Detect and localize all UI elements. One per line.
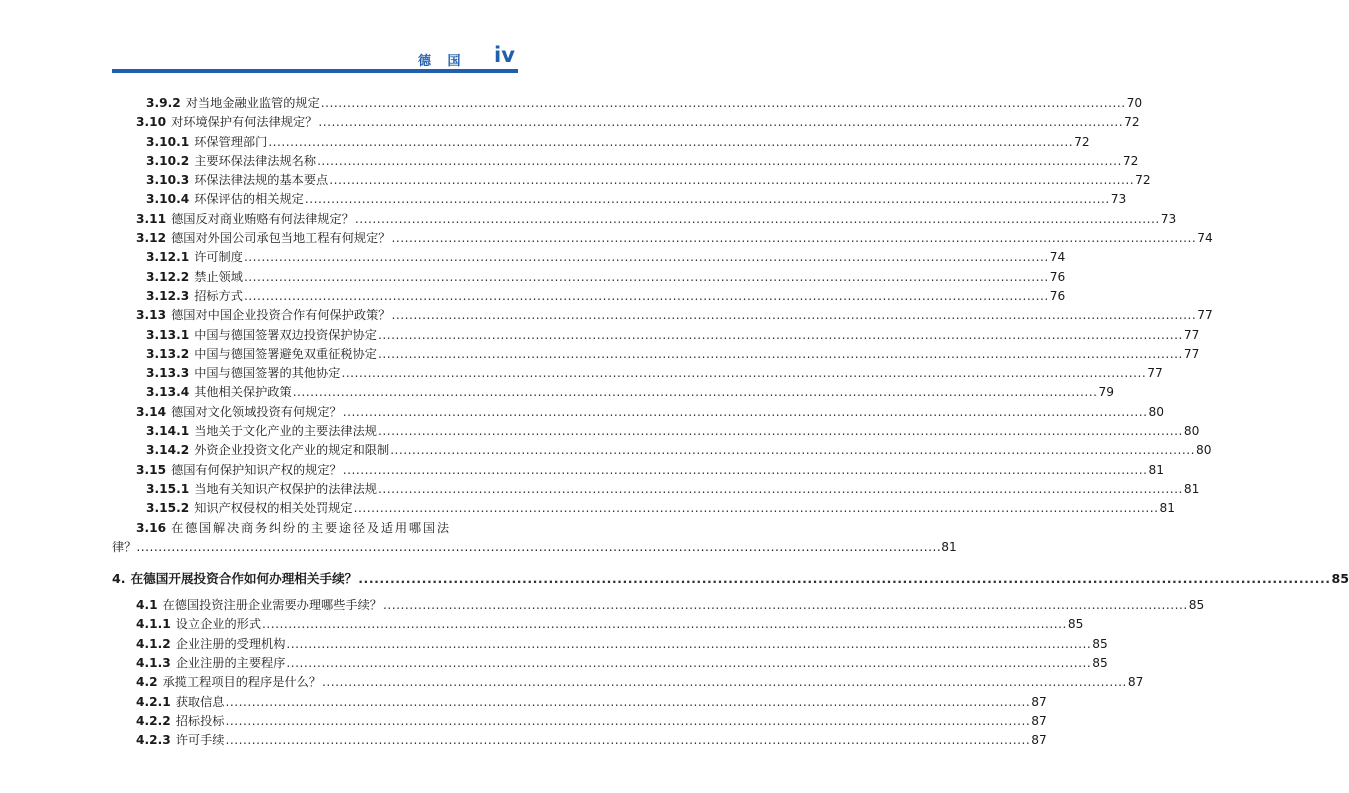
toc-entry[interactable] xyxy=(112,615,1084,634)
toc-entry[interactable] xyxy=(112,596,1205,615)
toc-entry[interactable] xyxy=(112,654,1108,673)
toc-section-4 xyxy=(112,596,1205,750)
toc-entry-title: 外资企业投资文化产业的规定和限制 xyxy=(194,443,390,458)
toc-entry-page: 72 xyxy=(1122,153,1139,168)
toc-entry-number: 4.2 xyxy=(136,675,158,690)
toc-entry[interactable] xyxy=(112,422,1200,441)
toc-entry-page: 72 xyxy=(1074,134,1090,149)
toc-entry[interactable] xyxy=(112,731,1047,750)
toc-entry-title: 中国与德国签署避免双重征税协定 xyxy=(194,346,377,361)
toc-entry[interactable] xyxy=(112,248,1066,267)
toc-entry-title: 企业注册的受理机构 xyxy=(175,636,286,651)
toc-leader xyxy=(329,173,1134,187)
toc-entry-page: 76 xyxy=(1049,269,1066,284)
toc-leader xyxy=(390,443,1195,457)
toc-entry[interactable] xyxy=(112,171,1151,190)
toc-entry[interactable] xyxy=(112,673,1144,692)
toc-entry-number: 4.2.3 xyxy=(136,733,171,748)
toc-entry[interactable] xyxy=(112,287,1066,306)
toc-leader xyxy=(341,366,1146,380)
toc-entry-page: 87 xyxy=(1031,713,1047,728)
toc-entry-page: 80 xyxy=(1183,424,1200,439)
toc-entry-page: 81 xyxy=(1148,462,1165,477)
toc-entry-title: 招标投标 xyxy=(175,713,225,728)
toc-entry-title: 环保管理部门 xyxy=(194,134,268,149)
toc-entry-title: 德国对文化领域投资有何规定？ xyxy=(171,404,342,419)
toc-leader xyxy=(244,250,1049,264)
toc-leader xyxy=(318,115,1123,129)
toc-entry-title: 在德国投资注册企业需要办理哪些手续？ xyxy=(162,598,382,613)
toc-chapter-page: 85 xyxy=(1331,571,1349,587)
toc-entry-page: 87 xyxy=(1127,675,1144,690)
toc-entry-number: 3.10.4 xyxy=(146,192,190,207)
toc-entry-page: 85 xyxy=(1092,636,1108,651)
toc-entry-number: 3.15.2 xyxy=(146,501,190,516)
toc-entry-number: 3.13.3 xyxy=(146,366,190,381)
toc-leader xyxy=(322,675,1127,689)
toc-entry[interactable] xyxy=(112,383,1115,402)
toc-leader xyxy=(225,695,1030,709)
toc-entry-number: 4.1.3 xyxy=(136,656,171,671)
toc-leader xyxy=(268,135,1073,149)
page-number: iv xyxy=(494,43,515,67)
toc-entry[interactable] xyxy=(112,345,1200,364)
toc-entry-number: 3.16 xyxy=(136,520,167,535)
toc-section-3 xyxy=(112,94,1213,519)
toc-leader xyxy=(225,733,1030,747)
toc-entry-page: 74 xyxy=(1197,231,1213,246)
toc-entry-title: 许可制度 xyxy=(194,250,243,265)
toc-entry-page: 70 xyxy=(1126,96,1143,110)
toc-entry-number: 3.13 xyxy=(136,308,167,323)
toc-entry-number: 4.2.2 xyxy=(136,713,171,728)
toc-leader xyxy=(293,385,1098,399)
toc-entry-title: 当地关于文化产业的主要法律法规 xyxy=(194,424,377,439)
toc-entry[interactable] xyxy=(112,113,1140,132)
toc-entry-page: 77 xyxy=(1197,308,1213,323)
toc-entry-title: 对环境保护有何法律规定？ xyxy=(171,115,318,130)
toc-entry-number: 3.10.3 xyxy=(146,173,190,188)
toc-leader xyxy=(383,598,1188,612)
toc-entry-page: 81 xyxy=(941,539,957,554)
toc-entry-page: 74 xyxy=(1049,250,1066,265)
toc-entry[interactable] xyxy=(112,712,1047,731)
toc-entry-title: 德国对外国公司承包当地工程有何规定？ xyxy=(171,231,391,246)
toc-entry-page: 77 xyxy=(1147,366,1163,381)
toc-entry-number: 3.9.2 xyxy=(146,96,181,110)
toc-entry-title: 中国与德国签署双边投资保护协定 xyxy=(194,327,377,342)
toc-entry-page: 85 xyxy=(1188,598,1205,613)
toc-entry-number: 4.1.2 xyxy=(136,636,171,651)
toc-leader xyxy=(354,501,1159,515)
toc-leader xyxy=(343,405,1148,419)
toc-chapter-number: 4. xyxy=(112,571,126,587)
toc-entry-number: 4.1 xyxy=(136,598,158,613)
toc-entry-title: 主要环保法律法规名称 xyxy=(194,153,317,168)
toc-entry[interactable] xyxy=(112,403,1165,422)
toc-leader xyxy=(225,714,1030,728)
toc-leader xyxy=(391,308,1196,322)
toc-leader xyxy=(305,192,1110,206)
running-header-title: 德 国 xyxy=(418,54,467,69)
toc-entry[interactable] xyxy=(112,693,1047,712)
toc-entry[interactable] xyxy=(112,229,1213,248)
toc-entry-page: 77 xyxy=(1183,327,1200,342)
toc-entry-number: 3.15.1 xyxy=(146,481,190,496)
toc-leader xyxy=(317,154,1122,168)
toc-leader xyxy=(343,463,1148,477)
toc-leader xyxy=(286,656,1091,670)
toc-entry[interactable] xyxy=(112,480,1200,499)
toc-entry-title: 知识产权侵权的相关处罚规定 xyxy=(194,501,353,516)
toc-entry-page: 81 xyxy=(1159,501,1175,516)
toc-entry-number: 3.13.2 xyxy=(146,346,190,361)
toc-entry-number: 3.15 xyxy=(136,462,167,477)
toc-entry[interactable] xyxy=(112,326,1200,345)
toc-entry-title-continued: 律？ xyxy=(112,539,137,554)
toc-leader xyxy=(355,212,1160,226)
toc-entry-title: 承揽工程项目的程序是什么？ xyxy=(162,675,322,690)
toc-leader xyxy=(378,347,1183,361)
toc-entry[interactable] xyxy=(112,306,1213,325)
toc-entry-title: 其他相关保护政策 xyxy=(194,385,292,400)
header-rule xyxy=(112,69,518,73)
toc-entry-page: 73 xyxy=(1160,211,1177,226)
toc-entry[interactable] xyxy=(112,364,1163,383)
toc-entry-number: 3.14.2 xyxy=(146,443,190,458)
toc-entry-page: 72 xyxy=(1135,173,1151,188)
toc-chapter-title: 在德国开展投资合作如何办理相关手续？ xyxy=(130,571,358,587)
toc-entry-number: 3.10 xyxy=(136,115,167,130)
toc-entry[interactable] xyxy=(112,210,1177,229)
toc-leader xyxy=(358,571,1330,586)
toc-entry[interactable] xyxy=(112,268,1066,287)
toc-entry-page: 73 xyxy=(1110,192,1127,207)
toc-entry-number: 3.14.1 xyxy=(146,424,190,439)
toc-entry[interactable] xyxy=(112,499,1175,518)
toc-entry-number: 3.13.1 xyxy=(146,327,190,342)
toc-entry-title: 环保评估的相关规定 xyxy=(194,192,304,207)
toc-entry-title: 企业注册的主要程序 xyxy=(175,656,286,671)
toc-entry-page: 76 xyxy=(1049,288,1066,303)
toc-leader xyxy=(136,538,941,557)
toc-entry-page: 87 xyxy=(1031,733,1047,748)
toc-leader xyxy=(262,617,1067,631)
toc-entry[interactable] xyxy=(112,133,1090,152)
toc-entry-page: 80 xyxy=(1196,443,1212,458)
toc-entry[interactable] xyxy=(112,190,1127,209)
toc-entry-page: 80 xyxy=(1148,404,1165,419)
toc-entry-page: 85 xyxy=(1067,617,1084,632)
toc-leader xyxy=(391,231,1196,245)
toc-entry-title: 环保法律法规的基本要点 xyxy=(194,173,329,188)
toc-entry-number: 3.12.3 xyxy=(146,288,190,303)
toc-entry-title: 在德国解决商务纠纷的主要途径及适用哪国法 xyxy=(171,520,451,535)
toc-entry-page: 77 xyxy=(1183,346,1200,361)
toc-entry-title: 对当地金融业监管的规定 xyxy=(185,96,320,110)
toc-entry-number: 4.1.1 xyxy=(136,617,171,632)
toc-entry-page: 72 xyxy=(1124,115,1140,130)
toc-entry-page: 79 xyxy=(1098,385,1115,400)
toc-leader xyxy=(286,637,1091,651)
toc-leader xyxy=(378,482,1183,496)
toc-entry-title: 德国有何保护知识产权的规定？ xyxy=(171,462,342,477)
toc-entry-title: 设立企业的形式 xyxy=(175,617,262,632)
toc-leader xyxy=(244,289,1049,303)
toc-leader xyxy=(378,328,1183,342)
toc-entry-title: 许可手续 xyxy=(175,733,225,748)
toc-entry[interactable] xyxy=(112,441,1212,460)
toc-entry-number: 3.10.1 xyxy=(146,134,190,149)
toc-entry-page: 87 xyxy=(1031,694,1047,709)
toc-entry[interactable] xyxy=(112,94,1143,113)
toc-entry-title: 获取信息 xyxy=(175,694,225,709)
toc-leader xyxy=(378,424,1183,438)
toc-entry-number: 3.11 xyxy=(136,211,167,226)
toc-entry-number: 3.12 xyxy=(136,231,167,246)
toc-entry-number: 3.10.2 xyxy=(146,153,190,168)
toc-chapter-4[interactable] xyxy=(112,568,1349,588)
toc-entry-3-16[interactable] xyxy=(112,519,957,558)
toc-entry-page: 81 xyxy=(1183,481,1200,496)
toc-entry-title: 禁止领域 xyxy=(194,269,243,284)
toc-leader xyxy=(321,96,1126,110)
toc-leader xyxy=(244,270,1049,284)
toc-entry[interactable] xyxy=(112,635,1108,654)
toc-entry-title: 德国对中国企业投资合作有何保护政策？ xyxy=(171,308,391,323)
toc-entry-page: 85 xyxy=(1092,656,1108,671)
toc-entry-number: 3.13.4 xyxy=(146,385,190,400)
toc-entry-title: 德国反对商业贿赂有何法律规定？ xyxy=(171,211,354,226)
toc-entry-title: 当地有关知识产权保护的法律法规 xyxy=(194,481,377,496)
toc-entry[interactable] xyxy=(112,461,1165,480)
toc-entry-number: 3.12.2 xyxy=(146,269,190,284)
toc-entry-title: 中国与德国签署的其他协定 xyxy=(194,366,341,381)
toc-entry-number: 3.12.1 xyxy=(146,250,190,265)
toc-entry-number: 3.14 xyxy=(136,404,167,419)
table-of-contents xyxy=(112,94,1349,751)
toc-entry-title: 招标方式 xyxy=(194,288,243,303)
toc-entry[interactable] xyxy=(112,152,1139,171)
toc-entry-number: 4.2.1 xyxy=(136,694,171,709)
